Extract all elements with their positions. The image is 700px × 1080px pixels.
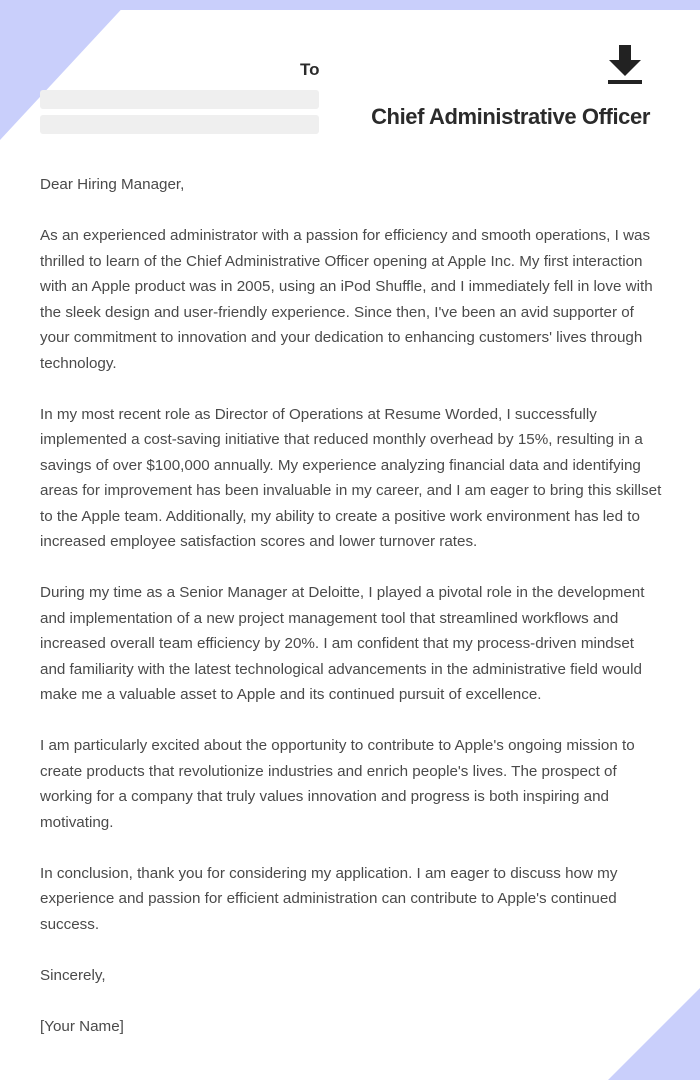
download-icon[interactable] <box>606 45 644 85</box>
letter-body <box>40 172 662 1065</box>
salutation: Dear Hiring Manager, <box>40 176 185 193</box>
body-paragraph-3: During my time as a Senior Manager at Deloitte, I played a pivotal role in the development and implementation of a new project management tool that streamlined workflows and increased overall team efficiency by 20%. I am confident that my process-driven mindset and familiarity with the latest technological advancements in the administrative field would make me a valuable asset to Apple and its continued pursuit of excellence. <box>40 584 645 703</box>
recipient-label: To <box>300 60 320 79</box>
body-paragraph-4: I am particularly excited about the opportunity to contribute to Apple's ongoing mission to create products that revolutionize industries and enrich people's lives. The prospect of working for a company that truly values innovation and progress is both inspiring and motivating. <box>40 737 635 831</box>
job-title-heading: Chief Administrative Officer <box>371 104 650 129</box>
closing: Sincerely, <box>40 966 106 984</box>
body-paragraph-2: In my most recent role as Director of Operations at Resume Worded, I successfully implemented a cost-saving initiative that reduced monthly overhead by 15%, resulting in a savings of over $100,000 annually. My experience analyzing financial data and identifying areas for improvement has been invaluable in my career, and I am eager to bring this skillset to the Apple team. Additionally, my ability to create a positive work environment has led to increased employee satisfaction scores and lower turnover rates. <box>40 405 662 550</box>
body-paragraph-5: In conclusion, thank you for considering my application. I am eager to discuss how my experience and passion for efficient administration can contribute to Apple's continued success. <box>40 864 618 933</box>
recipient-address-line-2 <box>40 115 319 134</box>
body-paragraph-1: As an experienced administrator with a passion for efficiency and smooth operations, I was thrilled to learn of the Chief Administrative Officer opening at Apple Inc. My first interaction with an Apple product was in 2005, using an iPod Shuffle, and I immediately fell in love with the sleek design and user-friendly experience. Since then, I've been an avid supporter of your commitment to innovation and your dedication to enhancing customers' lives through technology. <box>40 227 653 372</box>
recipient-address-line-1 <box>40 90 319 109</box>
signature: [Your Name] <box>40 1017 124 1035</box>
